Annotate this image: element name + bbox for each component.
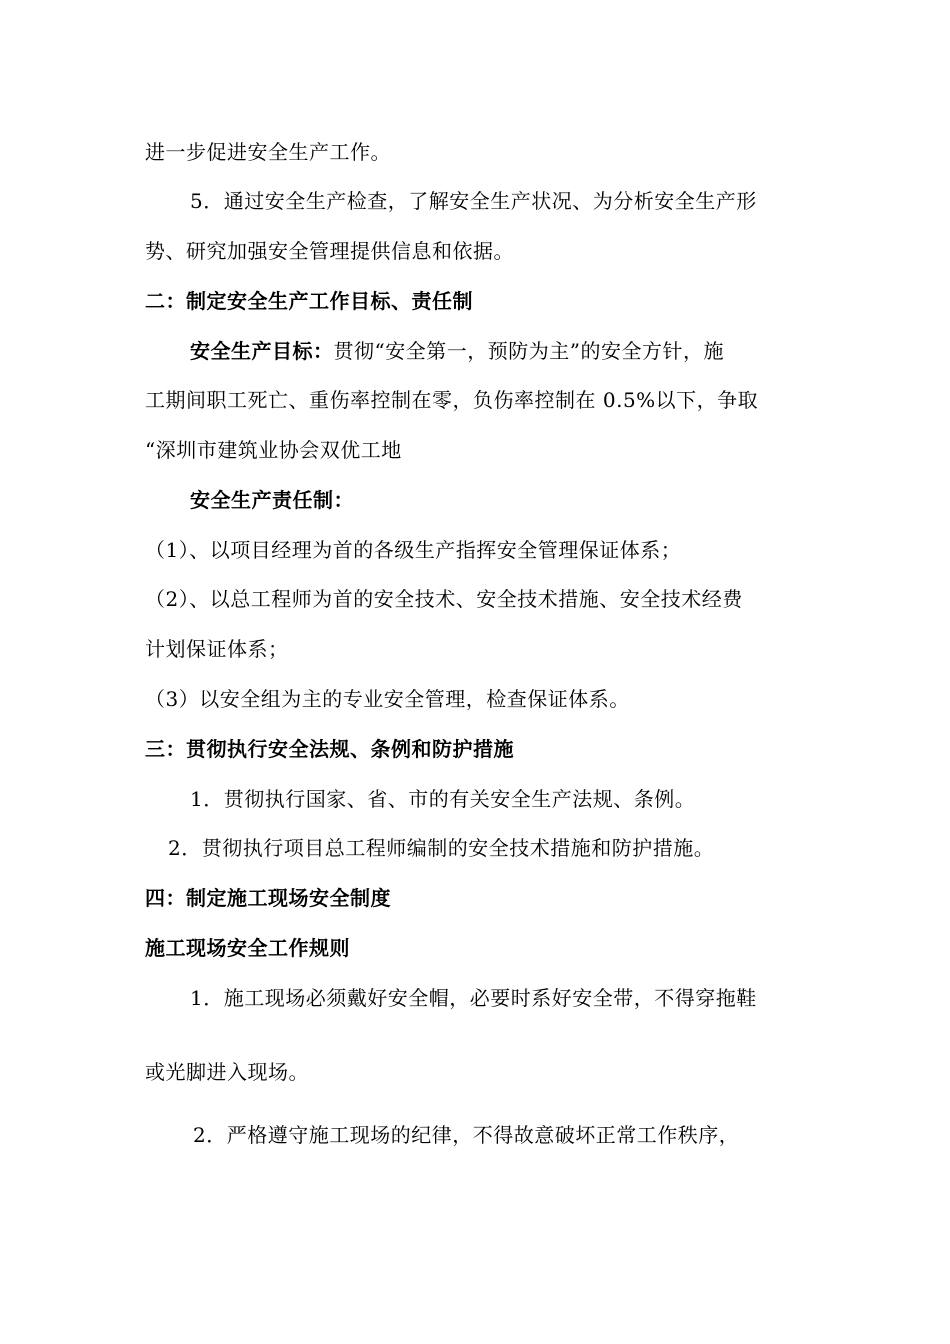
safety-goal-label: 安全生产目标：: [190, 339, 334, 363]
law-item-1: 1．贯彻执行国家、省、市的有关安全生产法规、条例。: [190, 787, 696, 811]
paragraph-line: 进一步促进安全生产工作。: [145, 140, 391, 164]
section-heading-3: 三：贯彻执行安全法规、条例和防护措施: [145, 737, 514, 761]
rule-item-1-line-1: 1．施工现场必须戴好安全帽，必要时系好安全带，不得穿拖鞋: [190, 986, 757, 1010]
list-item-5-line-2: 势、研究加强安全管理提供信息和依据。: [145, 239, 514, 263]
rule-item-2-line-1: 2．严格遵守施工现场的纪律，不得故意破坏正常工作秩序，: [193, 1123, 740, 1147]
rule-item-1-line-2: 或光脚进入现场。: [145, 1060, 309, 1084]
responsibility-heading: 安全生产责任制：: [190, 488, 354, 512]
safety-goal-text: 贯彻“安全第一，预防为主”的安全方针，施: [333, 339, 724, 363]
list-item-5-line-1: 5．通过安全生产检查，了解安全生产状况、为分析安全生产形: [190, 189, 757, 213]
law-item-2: 2．贯彻执行项目总工程师编制的安全技术措施和防护措施。: [168, 836, 715, 860]
safety-goal-line-1: [190, 336, 724, 366]
responsibility-item-2-line-2: 计划保证体系；: [145, 637, 289, 661]
safety-goal-line-2: 工期间职工死亡、重伤率控制在零，负伤率控制在 0.5%以下，争取: [145, 388, 759, 412]
responsibility-item-2-line-1: （2）、以总工程师为首的安全技术、安全技术措施、安全技术经费: [145, 587, 743, 611]
responsibility-item-1: （1）、以项目经理为首的各级生产指挥安全管理保证体系；: [145, 538, 682, 562]
subsection-heading: 施工现场安全工作规则: [145, 936, 350, 960]
section-heading-4: 四：制定施工现场安全制度: [145, 886, 391, 910]
section-heading-2: 二：制定安全生产工作目标、责任制: [145, 289, 473, 313]
responsibility-item-3: （3）以安全组为主的专业安全管理，检查保证体系。: [145, 687, 630, 711]
safety-goal-line-3: “深圳市建筑业协会双优工地: [145, 438, 402, 462]
